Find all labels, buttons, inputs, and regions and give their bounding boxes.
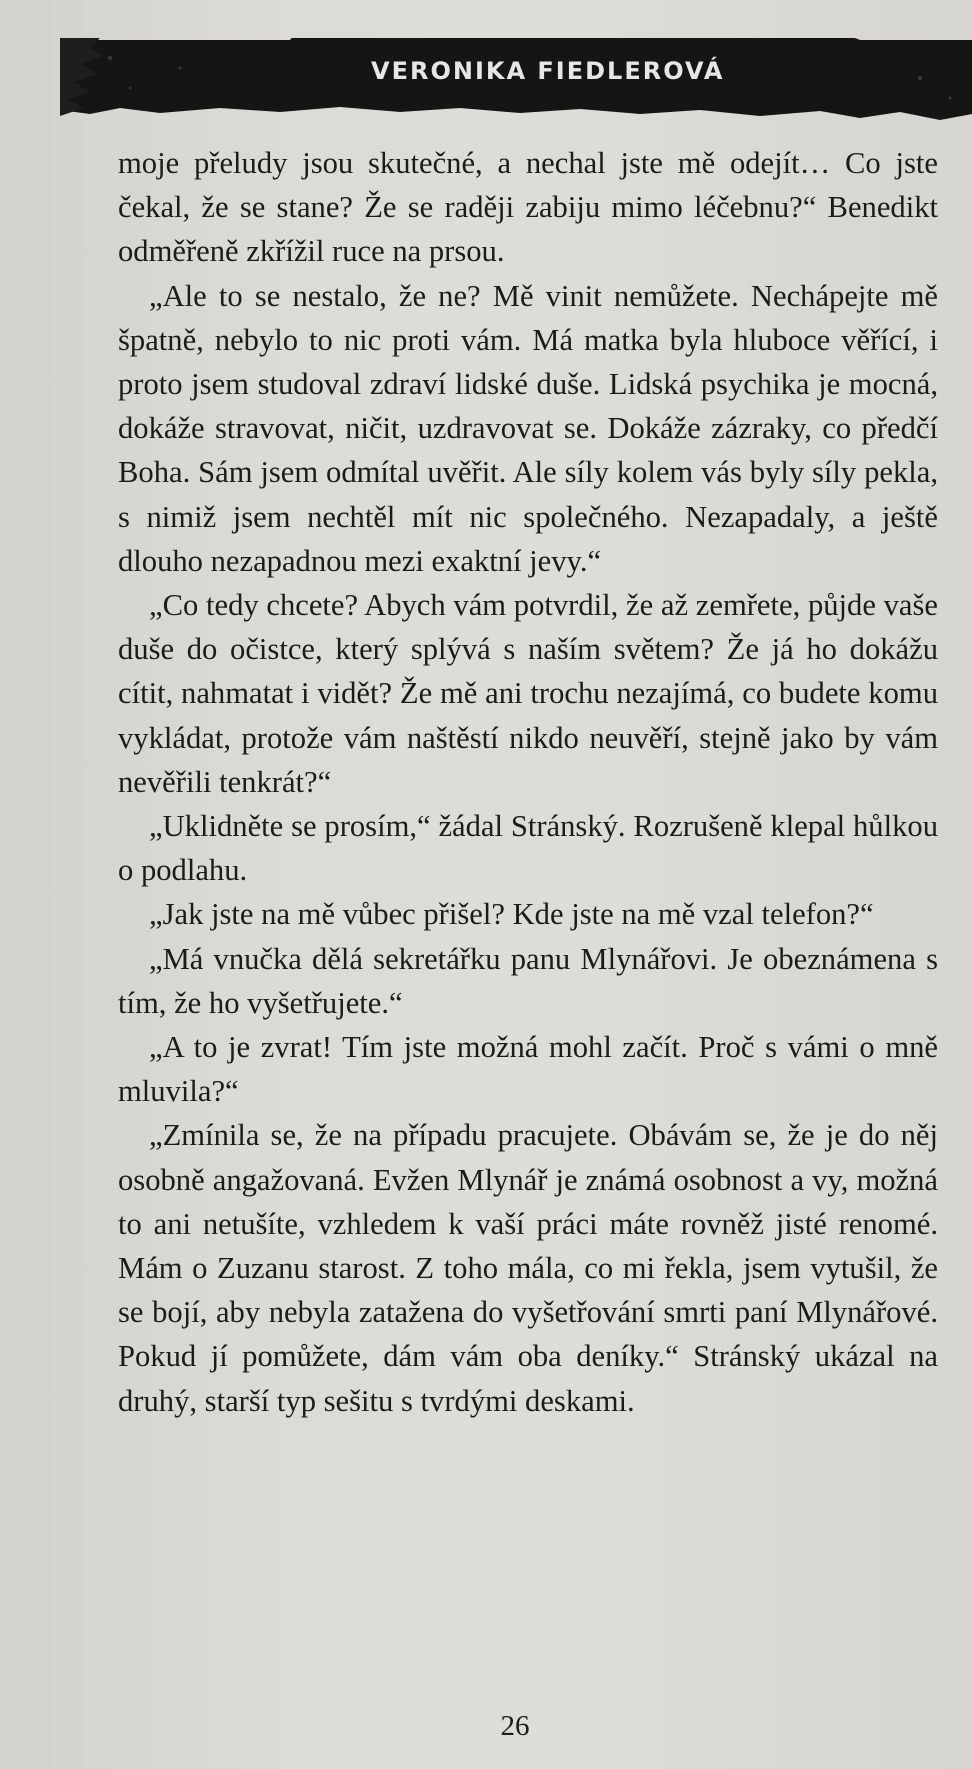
- body-text: [118, 141, 938, 1423]
- running-header-author: VERONIKA FIEDLEROVÁ: [371, 57, 725, 85]
- paragraph: „Ale to se nestalo, že ne? Mě vinit nemůžete. Nechápejte mě špatně, nebylo to nic proti vám. Má matka byla hluboce věřící, i proto jsem studoval zdraví lidské duše. Lidská psychika je mocná, dokáže stravovat, ničit, uzdravovat se. Dokáže zázraky, co předčí Boha. Sám jsem odmítal uvěřit. Ale síly kolem vás byly síly pekla, s nimiž jsem nechtěl mít nic společného. Nezapadaly, a ještě dlouho nezapadnou mezi exaktní jevy.“: [118, 278, 938, 578]
- paragraph: „Jak jste na mě vůbec přišel? Kde jste na mě vzal telefon?“: [149, 897, 874, 932]
- paragraph: moje přeludy jsou skutečné, a nechal jste mě odejít… Co jste čekal, že se stane? Že se raději zabiju mimo léčebnu?“ Benedikt odměřeně zkřížil ruce na prsou.: [118, 146, 938, 269]
- paragraph: „A to je zvrat! Tím jste možná mohl začít. Proč s vámi o mně mluvila?“: [118, 1030, 938, 1109]
- page-number: 26: [500, 1710, 530, 1742]
- paragraph: „Co tedy chcete? Abych vám potvrdil, že až zemřete, půjde vaše duše do očistce, který splývá s naším světem? Že já ho dokážu cítit, nahmatat i vidět? Že mě ani trochu nezajímá, co budete komu vykládat, protože vám naštěstí nikdo neuvěří, stejně jako by vám nevěřili tenkrát?“: [118, 588, 938, 799]
- paragraph: „Zmínila se, že na případu pracujete. Obávám se, že je do něj osobně angažovaná. Evžen Mlynář je známá osobnost a vy, možná to ani netušíte, vzhledem k vaší práci máte rovněž jisté renomé. Mám o Zuzanu starost. Z toho mála, co mi řekla, jsem vytušil, že se bojí, aby nebyla zatažena do vyšetřování smrti paní Mlynářové. Pokud jí pomůžete, dám vám oba deníky.“ Stránský ukázal na druhý, starší typ sešitu s tvrdými deskami.: [118, 1118, 938, 1418]
- paragraph: „Uklidněte se prosím,“ žádal Stránský. Rozrušeně klepal hůlkou o podlahu.: [118, 809, 938, 888]
- paragraph: „Má vnučka dělá sekretářku panu Mlynářovi. Je obeznámena s tím, že ho vyšetřujete.“: [118, 941, 938, 1020]
